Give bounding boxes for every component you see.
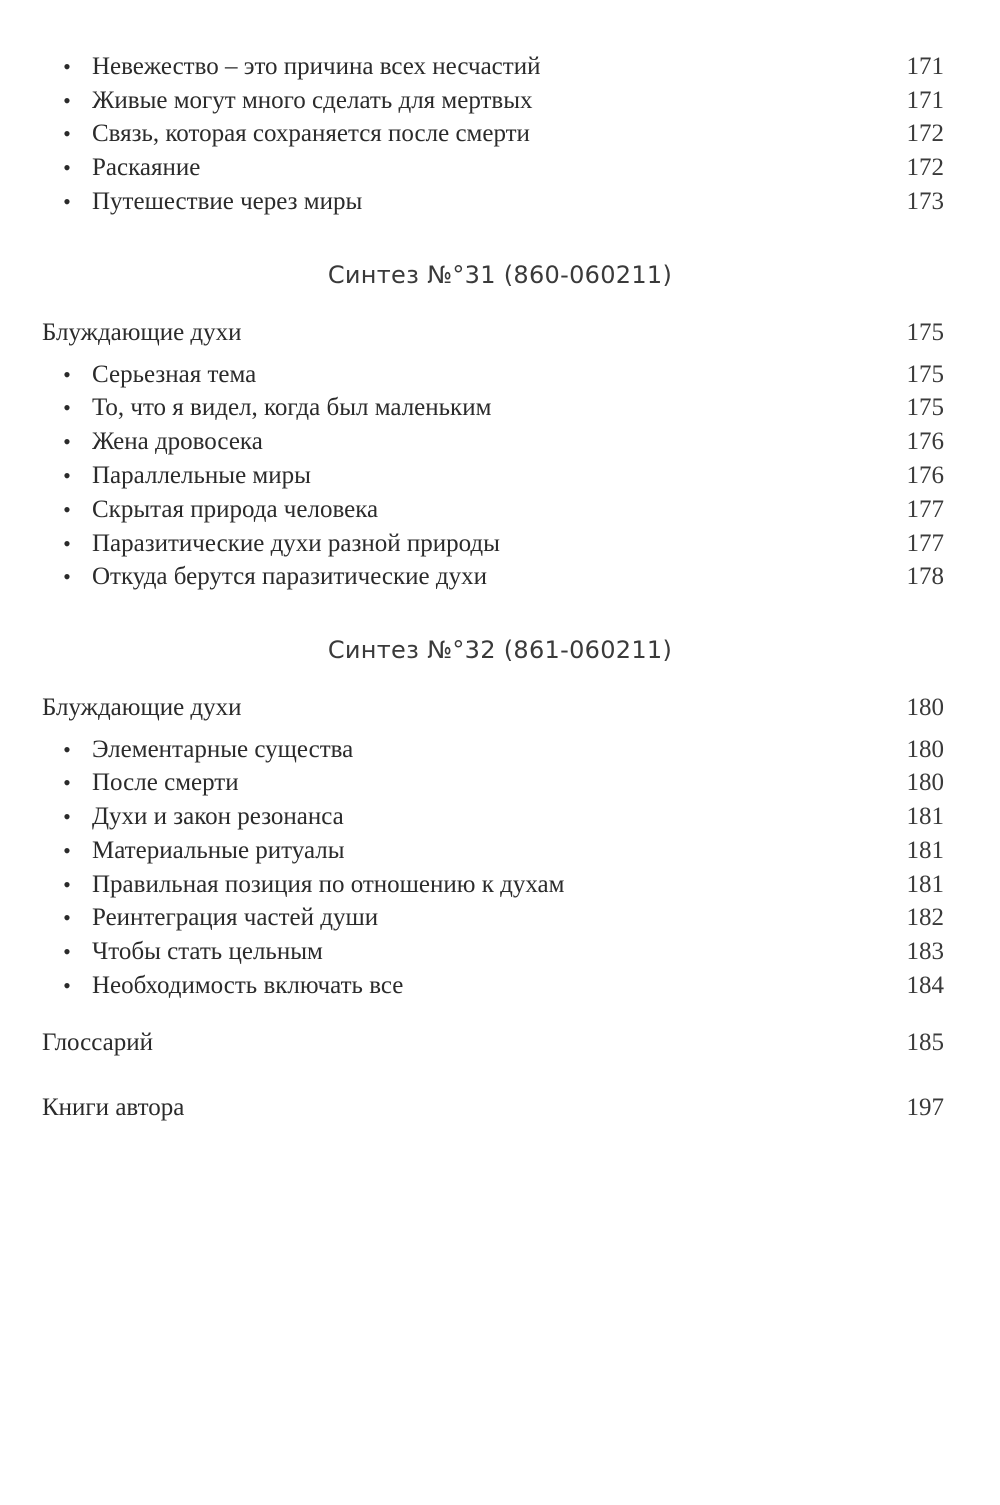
toc-item[interactable] [62, 766, 944, 800]
toc-item-page: 176 [906, 428, 944, 455]
toc-item-title: Путешествие через миры [92, 188, 363, 215]
toc-glossary-page: 185 [906, 1029, 944, 1056]
bullet-icon: • [63, 564, 71, 589]
toc-item-title: Правильная позиция по отношению к духам [92, 871, 565, 898]
toc-item-page: 180 [906, 736, 944, 763]
toc-item-title: Параллельные миры [92, 462, 311, 489]
toc-item-page: 183 [906, 938, 944, 965]
toc-item-title: Невежество – это причина всех несчастий [92, 53, 541, 80]
toc-item[interactable] [62, 733, 944, 767]
toc-glossary[interactable] [42, 1026, 944, 1060]
toc-chapter-page: 180 [906, 694, 944, 721]
bullet-icon: • [63, 939, 71, 964]
toc-item[interactable] [62, 459, 944, 493]
toc-books[interactable] [42, 1091, 944, 1125]
toc-item-title: То, что я видел, когда был маленьким [92, 394, 492, 421]
toc-item-page: 171 [906, 87, 944, 114]
toc-chapter-title: Блуждающие духи [42, 319, 242, 346]
toc-item[interactable] [62, 185, 944, 219]
toc-item[interactable] [62, 800, 944, 834]
toc-item-page: 181 [906, 803, 944, 830]
toc-item-title: Паразитические духи разной природы [92, 530, 500, 557]
toc-item-page: 177 [906, 530, 944, 557]
bullet-icon: • [63, 872, 71, 897]
bullet-icon: • [63, 88, 71, 113]
toc-item-title: Живые могут много сделать для мертвых [92, 87, 533, 114]
toc-item[interactable] [62, 84, 944, 118]
bullet-icon: • [63, 905, 71, 930]
toc-chapter-title: Блуждающие духи [42, 694, 242, 721]
toc-item-page: 180 [906, 769, 944, 796]
bullet-icon: • [63, 54, 71, 79]
bullet-icon: • [63, 121, 71, 146]
toc-item-title: Необходимость включать все [92, 972, 404, 999]
toc-item-page: 171 [906, 53, 944, 80]
toc-item[interactable] [62, 391, 944, 425]
toc-item-title: После смерти [92, 769, 239, 796]
toc-item-title: Связь, которая сохраняется после смерти [92, 120, 530, 147]
toc-item[interactable] [62, 834, 944, 868]
bullet-icon: • [63, 973, 71, 998]
toc-item-page: 175 [906, 394, 944, 421]
section-heading-31: Синтез №°31 (860-060211) [327, 261, 673, 289]
toc-item[interactable] [62, 151, 944, 185]
bullet-icon: • [63, 189, 71, 214]
toc-item-page: 176 [906, 462, 944, 489]
toc-item-title: Серьезная тема [92, 361, 257, 388]
bullet-icon: • [63, 429, 71, 454]
bullet-icon: • [63, 770, 71, 795]
toc-item[interactable] [62, 358, 944, 392]
toc-item-page: 181 [906, 871, 944, 898]
toc-item-page: 181 [906, 837, 944, 864]
toc-item-page: 172 [906, 120, 944, 147]
toc-item-title: Чтобы стать цельным [92, 938, 323, 965]
toc-item-page: 177 [906, 496, 944, 523]
section-heading-32: Синтез №°32 (861-060211) [327, 636, 673, 664]
toc-item-page: 182 [906, 904, 944, 931]
toc-item-title: Скрытая природа человека [92, 496, 379, 523]
toc-item-title: Реинтеграция частей души [92, 904, 379, 931]
toc-item-title: Откуда берутся паразитические духи [92, 563, 487, 590]
toc-item[interactable] [62, 493, 944, 527]
toc-item-title: Материальные ритуалы [92, 837, 345, 864]
bullet-icon: • [63, 463, 71, 488]
bullet-icon: • [63, 838, 71, 863]
toc-item[interactable] [62, 425, 944, 459]
toc-item-page: 175 [906, 361, 944, 388]
bullet-icon: • [63, 395, 71, 420]
toc-item[interactable] [62, 901, 944, 935]
toc-item-page: 178 [906, 563, 944, 590]
toc-glossary-title: Глоссарий [42, 1029, 154, 1056]
toc-item-page: 173 [906, 188, 944, 215]
bullet-icon: • [63, 737, 71, 762]
toc-item-title: Жена дровосека [92, 428, 263, 455]
toc-item-title: Духи и закон резонанса [92, 803, 344, 830]
bullet-icon: • [63, 497, 71, 522]
bullet-icon: • [63, 362, 71, 387]
toc-books-title: Книги автора [42, 1094, 185, 1121]
bullet-icon: • [63, 531, 71, 556]
toc-item[interactable] [62, 969, 944, 1003]
toc-item-title: Раскаяние [92, 154, 201, 181]
toc-item[interactable] [62, 527, 944, 561]
toc-item[interactable] [62, 50, 944, 84]
toc-chapter[interactable] [42, 691, 944, 725]
toc-item-title: Элементарные существа [92, 736, 354, 763]
toc-item-page: 172 [906, 154, 944, 181]
toc-item[interactable] [62, 935, 944, 969]
toc-chapter[interactable] [42, 316, 944, 350]
toc-item[interactable] [62, 868, 944, 902]
toc-chapter-page: 175 [906, 319, 944, 346]
toc-item[interactable] [62, 117, 944, 151]
bullet-icon: • [63, 804, 71, 829]
toc-books-page: 197 [906, 1094, 944, 1121]
toc-item[interactable] [62, 560, 944, 594]
toc-item-page: 184 [906, 972, 944, 999]
bullet-icon: • [63, 155, 71, 180]
